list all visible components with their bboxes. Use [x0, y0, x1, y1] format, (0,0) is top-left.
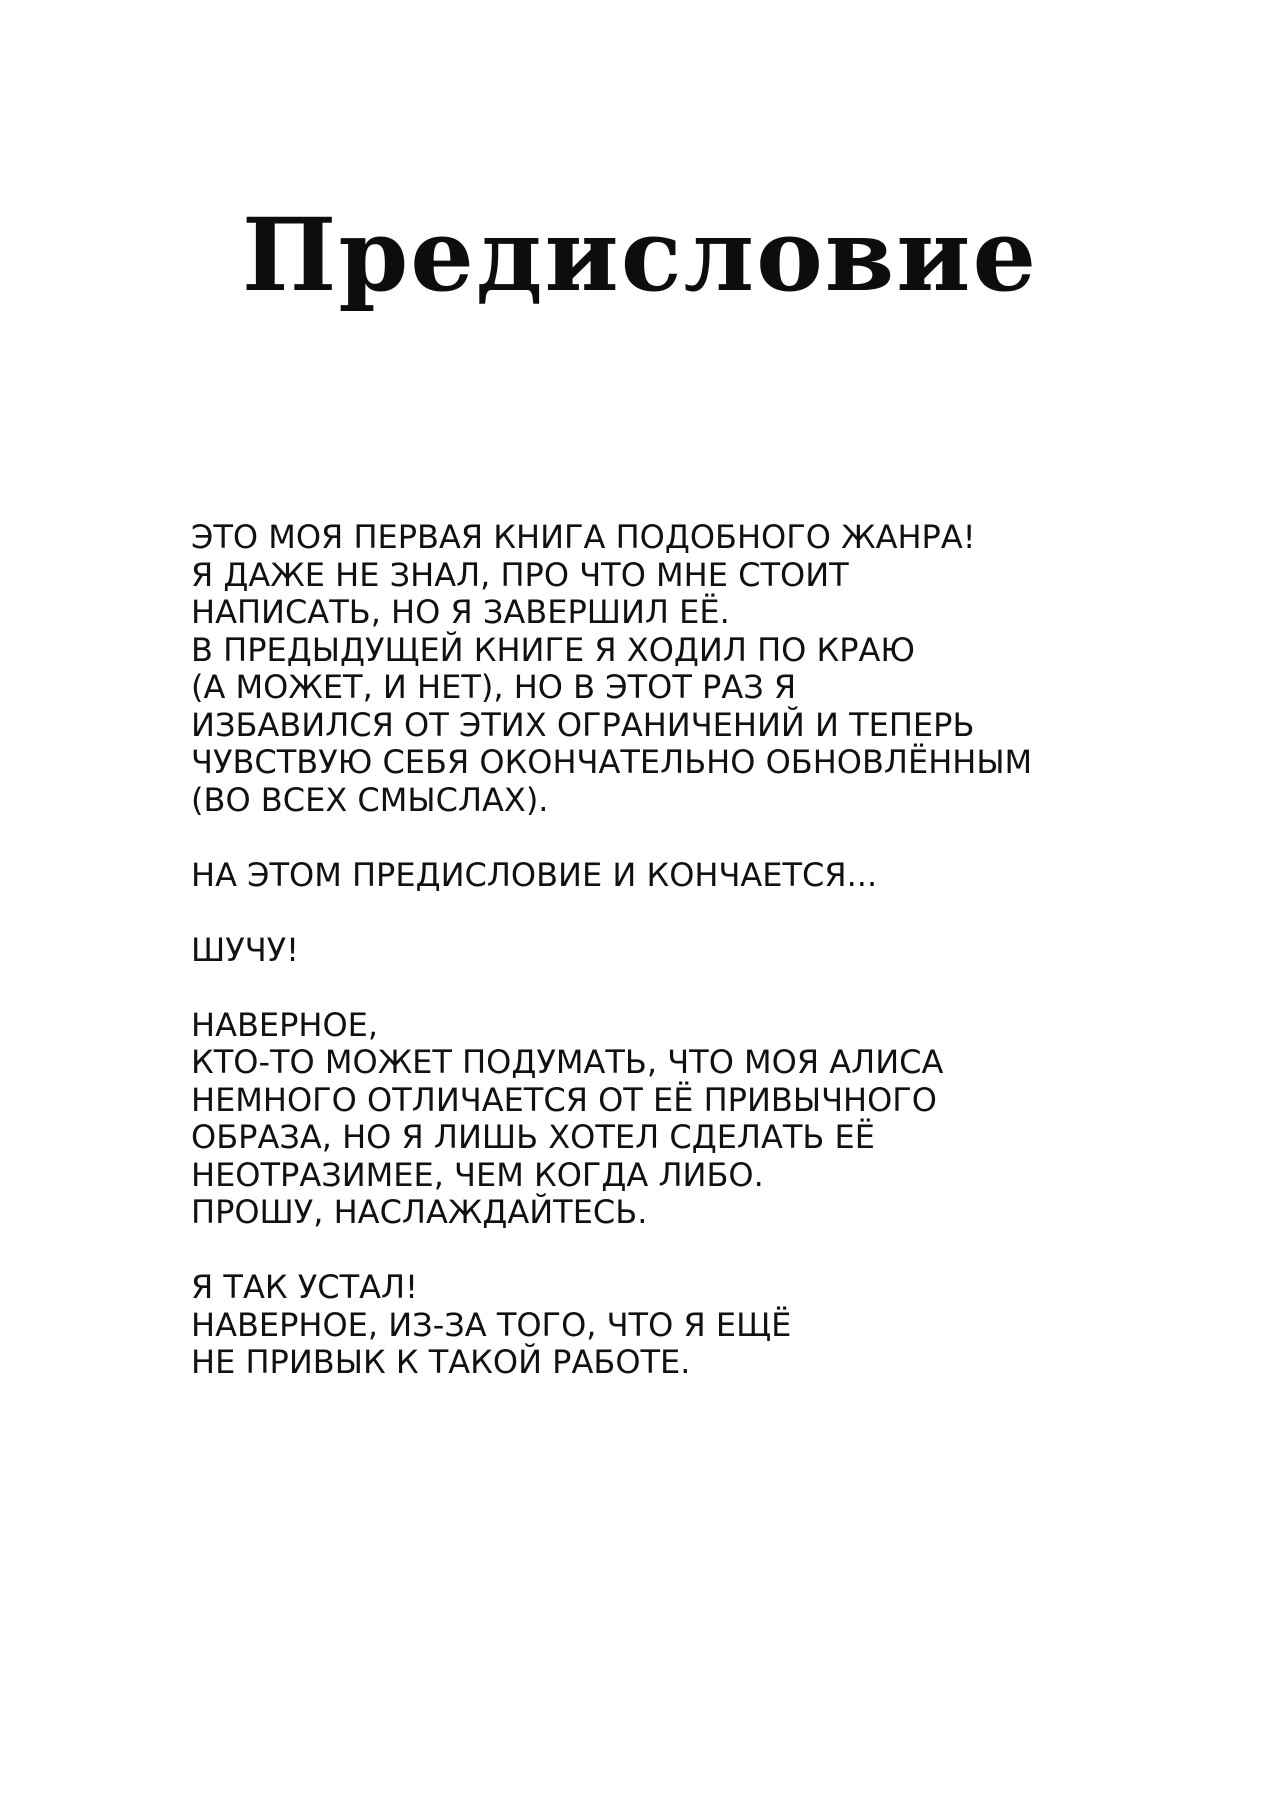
text-line: НЕМНОГО ОТЛИЧАЕТСЯ ОТ ЕЁ ПРИВЫЧНОГО [191, 1080, 937, 1119]
text-line: НАВЕРНОЕ, ИЗ-ЗА ТОГО, ЧТО Я ЕЩЁ [191, 1305, 792, 1344]
text-line: ИЗБАВИЛСЯ ОТ ЭТИХ ОГРАНИЧЕНИЙ И ТЕПЕРЬ [191, 705, 975, 744]
text-line: НА ЭТОМ ПРЕДИСЛОВИЕ И КОНЧАЕТСЯ... [191, 855, 878, 894]
preface-body [191, 519, 1201, 1382]
text-line: ЧУВСТВУЮ СЕБЯ ОКОНЧАТЕЛЬНО ОБНОВЛЁННЫМ [191, 743, 1033, 781]
text-line: В ПРЕДЫДУЩЕЙ КНИГЕ Я ХОДИЛ ПО КРАЮ [191, 630, 915, 669]
text-line: КТО-ТО МОЖЕТ ПОДУМАТЬ, ЧТО МОЯ АЛИСА [191, 1043, 944, 1081]
text-line: ОБРАЗА, НО Я ЛИШЬ ХОТЕЛ СДЕЛАТЬ ЕЁ [191, 1118, 875, 1156]
text-line: Я ТАК УСТАЛ! [191, 1268, 418, 1306]
text-line: НЕ ПРИВЫК К ТАКОЙ РАБОТЕ. [191, 1343, 691, 1381]
text-line: ШУЧУ! [191, 930, 299, 969]
preface-paragraph [191, 1007, 1201, 1232]
preface-paragraph [191, 1269, 1201, 1382]
text-line: НЕОТРАЗИМЕЕ, ЧЕМ КОГДА ЛИБО. [191, 1155, 764, 1194]
preface-paragraph [191, 519, 1201, 819]
text-line: (А МОЖЕТ, И НЕТ), НО В ЭТОТ РАЗ Я [191, 668, 797, 706]
page-title: Предисловие [241, 196, 1039, 314]
preface-paragraph [191, 857, 1201, 895]
text-line: ЭТО МОЯ ПЕРВАЯ КНИГА ПОДОБНОГО ЖАНРА! [191, 518, 976, 556]
text-line: Я ДАЖЕ НЕ ЗНАЛ, ПРО ЧТО МНЕ СТОИТ [191, 555, 849, 594]
text-line: ПРОШУ, НАСЛАЖДАЙТЕСЬ. [191, 1193, 648, 1231]
text-line: НАВЕРНОЕ, [191, 1005, 379, 1044]
preface-paragraph [191, 932, 1201, 970]
text-line: (ВО ВСЕХ СМЫСЛАХ). [191, 780, 549, 819]
text-line: НАПИСАТЬ, НО Я ЗАВЕРШИЛ ЕЁ. [191, 593, 730, 631]
